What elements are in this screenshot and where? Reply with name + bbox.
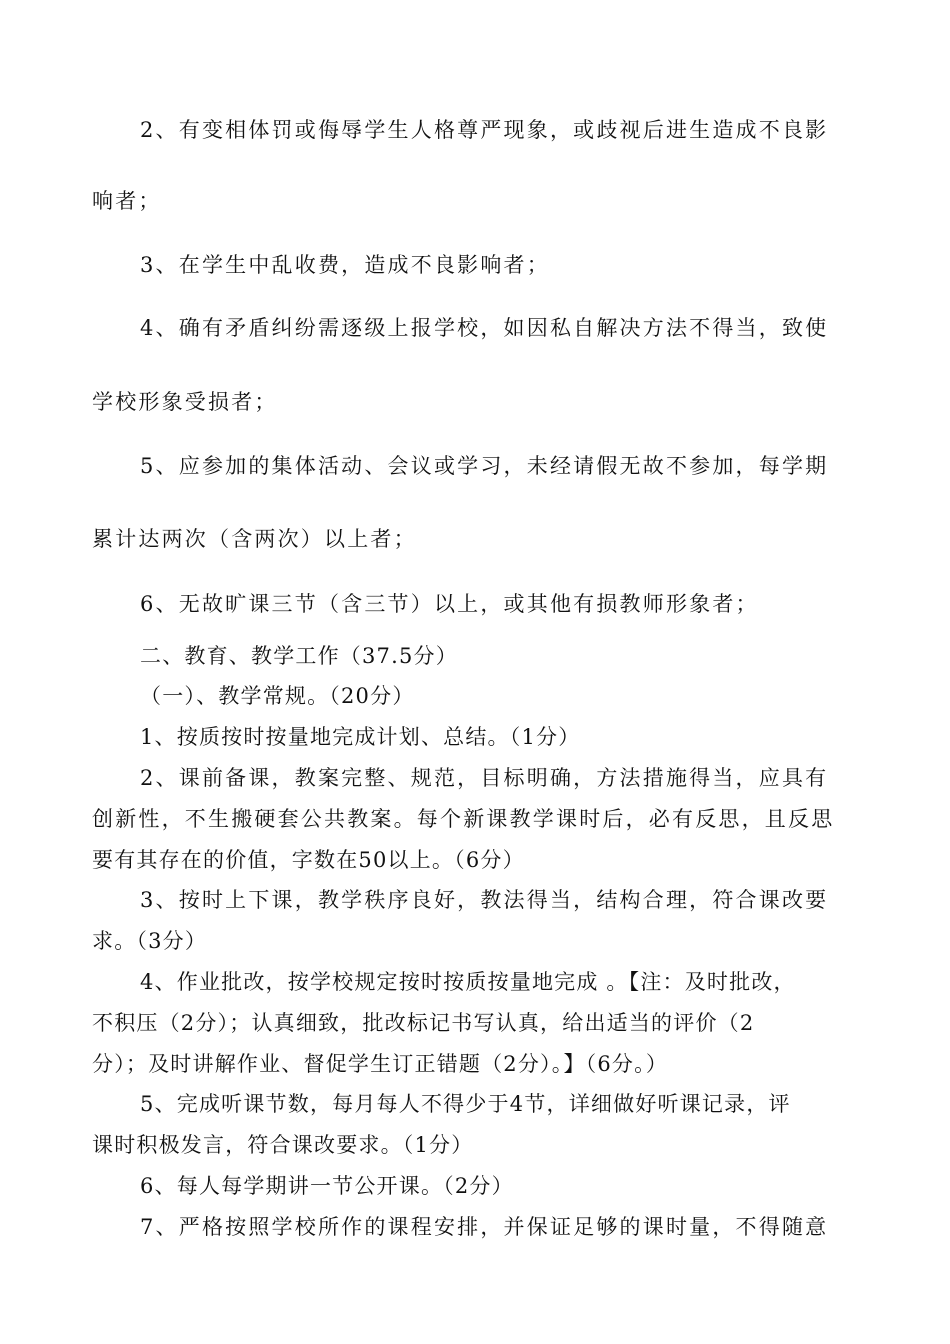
paragraph-line: 3、按时上下课，教学秩序良好，教法得当，结构合理，符合课改要 xyxy=(140,888,829,912)
paragraph-line: 6、每人每学期讲一节公开课。（2分） xyxy=(140,1174,514,1198)
paragraph-line: 6、无故旷课三节（含三节）以上，或其他有损教师形象者； xyxy=(140,592,759,616)
subsection-heading: （一）、教学常规。（20分） xyxy=(140,684,415,708)
paragraph-line: 课时积极发言，符合课改要求。（1分） xyxy=(92,1133,474,1157)
section-heading: 二、教育、教学工作（37.5分） xyxy=(140,644,458,668)
paragraph-line: 求。（3分） xyxy=(92,929,208,953)
paragraph-line: 累计达两次（含两次）以上者； xyxy=(92,527,417,551)
paragraph-line: 2、课前备课，教案完整、规范，目标明确，方法措施得当，应具有 xyxy=(140,766,829,790)
paragraph-line: 5、应参加的集体活动、会议或学习，未经请假无故不参加，每学期 xyxy=(140,454,829,478)
paragraph-line: 4、作业批改，按学校规定按时按质按量地完成 。【注：及时批改， xyxy=(140,970,796,994)
paragraph-line: 响者； xyxy=(92,189,162,213)
paragraph-line: 创新性，不生搬硬套公共教案。每个新课教学课时后，必有反思，且反思 xyxy=(92,807,835,831)
paragraph-line: 1、按质按时按量地完成计划、总结。（1分） xyxy=(140,725,581,749)
paragraph-line: 4、确有矛盾纠纷需逐级上报学校，如因私自解决方法不得当，致使 xyxy=(140,316,829,340)
paragraph-line: 2、有变相体罚或侮辱学生人格尊严现象，或歧视后进生造成不良影 xyxy=(140,118,829,142)
paragraph-line: 不积压（2分）；认真细致，批改标记书写认真，给出适当的评价（2 xyxy=(92,1011,755,1035)
paragraph-line: 学校形象受损者； xyxy=(92,390,278,414)
paragraph-line: 分）；及时讲解作业、督促学生订正错题（2分）。】（6分。） xyxy=(92,1052,669,1076)
paragraph-line: 7、严格按照学校所作的课程安排，并保证足够的课时量，不得随意 xyxy=(140,1215,829,1239)
paragraph-line: 3、在学生中乱收费，造成不良影响者； xyxy=(140,253,550,277)
paragraph-line: 5、完成听课节数，每月每人不得少于4节，详细做好听课记录，评 xyxy=(140,1092,791,1116)
paragraph-line: 要有其存在的价值，字数在50以上。（6分） xyxy=(92,848,525,872)
